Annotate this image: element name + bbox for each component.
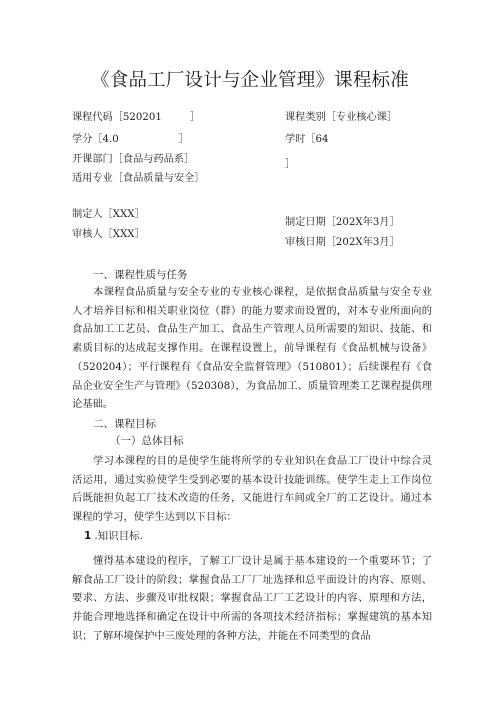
course-code-value: 课程代码［520201: [72, 112, 162, 123]
section-heading: 二、课程目标: [93, 418, 156, 430]
list-item-number: 1: [84, 530, 92, 542]
date-reviewed: 审核日期［202X年3月］: [285, 237, 400, 248]
list-item-label: .知识目标.: [94, 530, 143, 542]
offering-department: 开课部门［食品与药品系］: [72, 154, 195, 165]
list-item-heading: [84, 528, 143, 543]
class-hours-close: ］: [285, 159, 296, 170]
course-category: 课程类别［专业核心课］: [285, 112, 398, 123]
reviewer: 审核人［XXX］: [72, 229, 145, 240]
credits-close: ］: [178, 134, 189, 145]
document-title: 《食品工厂设计与企业管理》课程标准: [91, 70, 409, 91]
course-code-close: ］: [189, 112, 201, 123]
section-body: 本课程食品质量与安全专业的专业核心课程，是依据食品质量与安全专业人才培养目标和相关职业岗位（群）的能力要求而设置的，对本专业所面向的食品加工工艺员、食品生产加工、食品生产管理人员所需要的知识、技能、和素质目标的达成起支撑作用。在课程设置上，前导课程有《食品机械与设备》（520204）；平行课程有《食品安全监督管理》（510801）；后续课程有《食品企业安全生产与管理》（520308），为食品加工、质量管理类工艺课程提供理论基础。: [72, 286, 432, 411]
subsection-heading: （一）总体目标: [110, 435, 184, 447]
credits: [72, 132, 189, 147]
list-item-body: 懂得基本建设的程序，了解工厂设计是属于基本建设的一个重要环节；了解食品工厂设计的阶段；掌握食品工厂厂址选择和总平面设计的内容、原则、要求、方法、步骤及审批权限；掌握食品工厂工艺设计的内容、原理和方法，并能合理地选择和确定在设计中所需的各项技术经济指标；掌握建筑的基本知识；了解环境保护中三废处理的各种方法，并能在不同类型的食品: [72, 555, 432, 642]
date-made: 制定日期［202X年3月］: [285, 217, 400, 228]
section-body: 学习本课程的目的是使学生能将所学的专业知识在食品工厂设计中综合灵活运用，通过实验使学生受到必要的基本设计技能训练。使学生走上工作岗位后既能担负起工厂技术改造的任务，又能进行车间或全厂的工艺设计。通过本课程的学习，使学生达到以下目标：: [72, 455, 432, 524]
class-hours: 学时［64: [285, 134, 329, 145]
author: 制定人［XXX］: [72, 209, 145, 220]
credits-value: 学分［4.0: [72, 134, 119, 145]
course-code: [72, 110, 200, 125]
section-heading: 一、课程性质与任务: [93, 269, 188, 281]
applicable-major: 适用专业［食品质量与安全］: [72, 173, 205, 184]
